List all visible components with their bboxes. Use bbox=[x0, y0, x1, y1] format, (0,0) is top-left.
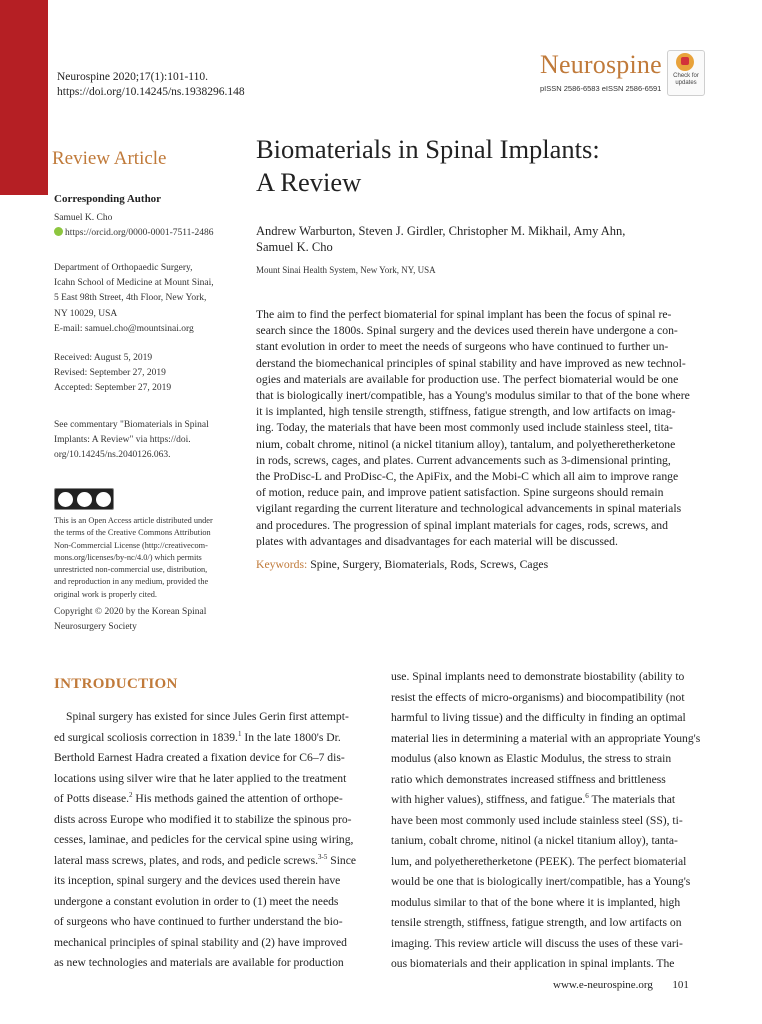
body-line: of Potts disease.$^2$ His methods gained the attention of orthope- bbox=[54, 791, 343, 805]
abstract-line: it is implanted, high tensile strength, stiffness, fatigue strength, and low artifacts on imag- bbox=[256, 405, 676, 419]
commentary-link[interactable]: org/10.14245/ns.2040126.063. bbox=[54, 450, 171, 461]
doi-link[interactable]: https://doi.org/10.14245/ns.1938296.148 bbox=[57, 86, 245, 98]
license-text bbox=[54, 515, 254, 601]
abstract-line: nium, cobalt chrome, nitinol (a nickel titanium alloy), tantalum, and polyetheretherketone bbox=[256, 437, 676, 451]
date-received: Received: August 5, 2019 bbox=[54, 353, 153, 363]
body-line: its inception, spinal surgery and the devices used therein have bbox=[54, 874, 341, 887]
abstract-line: derstand the biomechanical principles of spinal stability and have improved as new technol- bbox=[256, 356, 686, 370]
date-accepted: Accepted: September 27, 2019 bbox=[54, 383, 172, 394]
address-line: Icahn School of Medicine at Mount Sinai, bbox=[54, 278, 214, 289]
license-line: mons.org/licenses/by-nc/4.0/) which permits bbox=[54, 552, 202, 562]
commentary-line: Implants: A Review" via https://doi. bbox=[54, 435, 191, 446]
copyright-line: Neurosurgery Society bbox=[54, 622, 137, 633]
copyright-line: Copyright © 2020 by the Korean Spinal bbox=[54, 607, 207, 617]
keywords-label: Keywords: bbox=[256, 558, 308, 571]
date-revised: Revised: September 27, 2019 bbox=[54, 368, 166, 379]
body-line: resist the effects of micro-organisms) and biocompatibility (not bbox=[391, 690, 685, 704]
body-line: modulus (also known as Elastic Modulus, the stress to strain bbox=[391, 752, 672, 765]
body-line: modulus similar to that of the bone where it is implanted, high bbox=[391, 895, 681, 909]
abstract-line: plates with advantages and disadvantages for each material will be discussed. bbox=[256, 534, 618, 548]
abstract-line: and procedures. The progression of spinal implant materials for cages, rods, screws, and bbox=[256, 518, 668, 532]
body-line: with higher values), stiffness, and fatigue.$^6$ The materials that bbox=[391, 792, 676, 806]
authors-line: Andrew Warburton, Steven J. Girdler, Christopher M. Mikhail, Amy Ahn, bbox=[256, 224, 626, 238]
abstract-line: of motion, reduce pain, and improve patient satisfaction. Spine surgeons should remain bbox=[256, 486, 664, 500]
abstract-line: search since the 1800s. Spinal surgery and the devices used therein have undergone a con- bbox=[256, 324, 678, 338]
abstract-line: ogies and materials are available for production use. The perfect biomaterial would be one bbox=[256, 372, 679, 386]
body-line: tanium, cobalt chrome, nitinol (a nickel titanium alloy), tanta- bbox=[391, 834, 678, 847]
intro-right-column bbox=[391, 667, 709, 975]
abstract-line: The aim to find the perfect biomaterial for spinal implant has been the focus of spinal re- bbox=[256, 308, 672, 321]
title-line: Biomaterials in Spinal Implants: bbox=[256, 134, 600, 164]
title-line: A Review bbox=[256, 167, 362, 197]
page-footer bbox=[553, 979, 689, 991]
authors-line: Samuel K. Cho bbox=[256, 240, 333, 254]
orcid-icon bbox=[54, 227, 63, 236]
cc-license-icon[interactable] bbox=[54, 488, 114, 510]
citation-ref[interactable]: 3-5 bbox=[318, 852, 328, 861]
article-title bbox=[256, 133, 676, 199]
intro-left-column bbox=[54, 707, 384, 974]
corresponding-block bbox=[54, 211, 244, 241]
license-line: unrestricted non-commercial use, distribution, bbox=[54, 565, 208, 575]
body-line: dists across Europe who modified it to stabilize the spinous pro- bbox=[54, 812, 352, 826]
abstract-line: vigilant regarding the current literature and technological advancements in spinal materials bbox=[256, 502, 682, 516]
body-line: lateral mass screws, plates, and rods, and pedicle screws.$^{3-5}$ Since bbox=[54, 852, 356, 867]
article-type: Review Article bbox=[52, 148, 167, 169]
body-line: ous biomaterials and their application in spinal implants. The bbox=[391, 957, 675, 970]
page-number: 101 bbox=[672, 979, 689, 991]
body-line: Berthold Earnest Hadra created a fixation device for C6–7 dis- bbox=[54, 751, 345, 764]
citation-ref[interactable]: 1 bbox=[237, 729, 242, 738]
body-line: imaging. This review article will discuss the uses of these vari- bbox=[391, 936, 683, 950]
body-line: lum, and polyetheretherketone (PEEK). The perfect biomaterial bbox=[391, 854, 687, 868]
red-margin-bar bbox=[0, 0, 48, 195]
body-line: undergone a constant evolution in order to (1) meet the needs bbox=[54, 894, 339, 908]
address-line: Department of Orthopaedic Surgery, bbox=[54, 263, 193, 273]
abstract bbox=[256, 307, 705, 550]
body-line: harmful to living tissue) and the difficulty in finding an optimal bbox=[391, 711, 686, 724]
citation-line: Neurospine 2020;17(1):101-110. bbox=[57, 71, 208, 83]
body-line: ratio which demonstrates increased stiffness and brittleness bbox=[391, 772, 666, 786]
copyright bbox=[54, 605, 244, 635]
body-line: locations using silver wire that he later applied to the treatment bbox=[54, 771, 347, 785]
orcid-row[interactable] bbox=[54, 226, 244, 241]
commentary-block bbox=[54, 418, 244, 464]
body-line: ed surgical scoliosis correction in 1839.$^1$ In the late 1800's Dr. bbox=[54, 729, 341, 744]
body-line: cesses, laminae, and pedicles for the cervical spine using wiring, bbox=[54, 833, 354, 846]
abstract-line: ing. Today, the materials that have been most commonly used include stainless steel, tita- bbox=[256, 421, 673, 435]
body-line: of surgeons who have continued to further understand the bio- bbox=[54, 915, 343, 928]
journal-brand: Neurospine bbox=[540, 50, 662, 79]
orcid-link[interactable]: https://orcid.org/0000-0001-7511-2486 bbox=[65, 228, 214, 239]
site-link[interactable]: www.e-neurospine.org bbox=[553, 979, 653, 991]
body-line: material lies in determining a material with an appropriate Young's bbox=[391, 731, 701, 745]
badge-label: Check for updates bbox=[673, 73, 699, 86]
abstract-line: in rods, screws, cages, and plates. Current advancements such as 3-dimensional printing, bbox=[256, 453, 671, 467]
abstract-line: that is biologically inert/compatible, has a Young's modulus similar to that of the bone where bbox=[256, 389, 690, 403]
authors bbox=[256, 223, 706, 255]
keywords-list: Spine, Surgery, Biomaterials, Rods, Screws, Cages bbox=[310, 558, 549, 571]
body-line: Spinal surgery has existed for since Jules Gerin first attempt- bbox=[66, 710, 349, 723]
body-line: mechanical principles of spinal stability and (2) have improved bbox=[54, 935, 347, 949]
address-line: 5 East 98th Street, 4th Floor, New York, bbox=[54, 293, 207, 304]
license-line: Non-Commercial License (http://creativecom- bbox=[54, 540, 208, 550]
citation-ref[interactable]: 2 bbox=[129, 791, 133, 800]
dates-block bbox=[54, 351, 244, 397]
affiliation: Mount Sinai Health System, New York, NY, USA bbox=[256, 265, 436, 275]
license-line: the terms of the Creative Commons Attribution bbox=[54, 528, 211, 538]
body-line: tensile strength, stiffness, fatigue strength, and low artifacts on bbox=[391, 916, 682, 929]
check-for-updates-badge[interactable] bbox=[667, 50, 705, 96]
introduction-heading: INTRODUCTION bbox=[54, 676, 178, 692]
keywords bbox=[256, 558, 548, 571]
corresponding-name: Samuel K. Cho bbox=[54, 213, 113, 223]
citation-ref[interactable]: 6 bbox=[585, 792, 589, 801]
license-line: original work is properly cited. bbox=[54, 589, 157, 599]
address-line: NY 10029, USA bbox=[54, 308, 118, 319]
department-block bbox=[54, 261, 244, 337]
check-updates-icon bbox=[676, 53, 694, 71]
body-line: as new technologies and materials are available for production bbox=[54, 956, 344, 969]
body-line: use. Spinal implants need to demonstrate biostability (ability to bbox=[391, 670, 685, 683]
abstract-line: the ProDisc-L and ProDisc-C, the ApiFix, and the Mobi-C which all aim to improve range bbox=[256, 470, 679, 484]
body-line: would be one that is biologically inert/compatible, has a Young's bbox=[391, 875, 691, 888]
issn: pISSN 2586-6583 eISSN 2586-6591 bbox=[540, 84, 662, 93]
license-line: and reproduction in any medium, provided the bbox=[54, 577, 209, 587]
body-line: have been most commonly used include stainless steel (SS), ti- bbox=[391, 813, 683, 827]
commentary-line: See commentary "Biomaterials in Spinal bbox=[54, 420, 209, 430]
email-link[interactable]: E-mail: samuel.cho@mountsinai.org bbox=[54, 323, 194, 334]
license-line: This is an Open Access article distributed under bbox=[54, 516, 213, 525]
citation bbox=[57, 70, 245, 100]
corresponding-heading: Corresponding Author bbox=[54, 193, 162, 205]
abstract-line: stant evolution in order to meet the needs of surgeons who have continued to further un- bbox=[256, 340, 669, 354]
